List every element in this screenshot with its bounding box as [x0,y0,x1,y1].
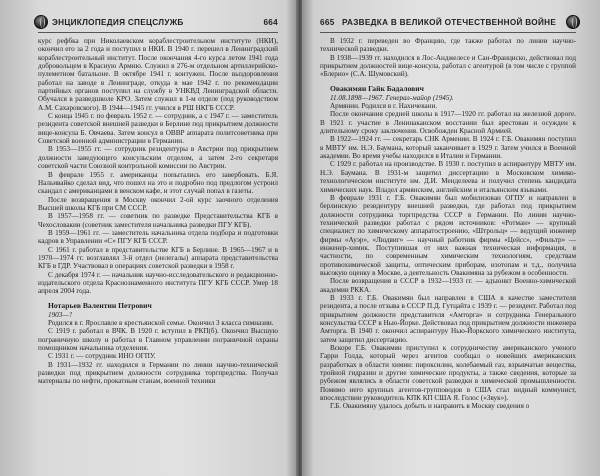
globe-icon [34,15,48,29]
paragraph: В феврале 1931 г. Г.Б. Овакимян был мобилизован ОГПУ и направлен в берлинскую резидентуру внешней разведки, где работал под прикрытием должности сотрудника торгпредства СССР в Германии. По линии научно-технической разведки работал с рядом источников: «Ротман» — крупный специалист по химическому аппаратостроению, «Штрольц» — ведущий инженер фирмы «Ауэр», «Людвиг» — научный работник фирмы «Цейсс», «Фильтр» — инженер-химик. Поступившая от них важная техническая информация, в частности, по современным химическим технологиям, средствам противохимической защиты, оптическим приборам, изотопам и т.д., получила высокую оценку в Москве, а деятельность Овакимяна за рубежом в особенности. [320,193,576,277]
paragraph: После окончания средней школы в 1917—1920 гг. работал на железной дороге. В 1921 г. участие в Ленинаканском восстании был арестован и осужден к длительному сроку заключения. Освобожден Красной Армией. [320,110,576,136]
paragraph: В 1932 г. переведен во Францию, где также работал по линии научно-технической разведки. [320,37,576,54]
paragraph: Вскоре Г.Б. Овакимян приступил к сотрудничеству американского ученого Гарри Голда, который через агентов сообщал о новейших американских разработках в области химии: пироксилин, колебаемый газ, взрывчатые вещества, тройной гидразин и другие химические продукты, а также сведения, которые за рубежом являлись в области советской разведки в химической промышленности. Помимо него крупных агентов-групповодов в США стал видный коммунист, впоследствии руководитель КПК КП США Я. Голос («Звук»). [320,344,576,403]
paragraph: С 1961 г. работал в представительстве КГБ в Берлине. В 1965—1967 и в 1970—1974 гг. возглавлял 3-й отдел (нелегалы) аппарата представительства КГБ в ГДР. Участвовал в операциях советской разведки в 1958 г. [38,245,278,271]
paragraph: В 1931—1932 гг. находился в Германии по линии научно-технической разведки под прикрытием должности сотрудника торгпредства. Получал материалы по нефти, прокатным станам, военной техники [38,360,278,386]
paragraph: В феврале 1955 г. американцы попытались его завербовать. Б.Я. Нальивайко сделал вид, что пошел на это и подробно под предлогом устроил скандал с американцами в венском кафе, и этот случай попал в газеты. [38,170,278,196]
paragraph: В 1953—1955 гг. — сотрудник резидентуры в Австрии под прикрытием должности заведующего консульским отделом, а затем 2-го секретаря советской части Союзной контрольной комиссии по Австрии. [38,145,278,171]
paragraph: С 1931 г. — сотрудник ИНО ОГПУ. [48,352,156,361]
paragraph: Армянин. Родился в г. Нахичевани. [330,102,438,111]
paragraph: После возвращения в СССР в 1932—1933 гг. — адъюнкт Военно-химической академии РККА. [320,277,576,294]
left-running-head [38,16,278,33]
paragraph: курс рефбка при Николаевском кораблестроительном институте (НКИ), окончил его за 2 года и поступил в НКИ. В 1940 г. перешел в Ленинградский кораблестроительный институт. После окончания 4-го курса летом 1941 года добровольцем в Красную Армию. Служил в 276-м отдельном артиллерийско-пулеметном батальоне. В октябре 1941 г. контужен. После выздоровления работал на заводе в Ленинграде, откуда в мае 1942 г. по рекомендации партийных органов поступил на службу в УНКВД Ленинградской области. Обучался в разведшколе КРО. Затем служил в 1-м отделе (под руководством А.М. Сахаровского). В 1944—1945 гг. учился в РШ НКГБ СССР. [38,37,278,112]
entry-dates: 11.08.1898—1967. Генерал-майор (1945). [330,93,454,102]
paragraph: С 1919 г. работал в ВЧК. В 1920 г. вступил в РКП(б). Окончил Высшую пограничную школу и работал в Главном управлении пограничной охраны помощником начальника отделения. [38,327,278,353]
paragraph: В 1938—1939 гг. находился в Лос-Анджелесе и Сан-Франциско, действовал под прикрытием должностей вице-консула, работал с агентурой (в том числе с группой «Блерио» (С.А. Шумовский). [320,53,576,79]
left-page-number: 664 [263,18,278,27]
paragraph: Родился в г. Ярославле в крестьянской семье. Окончил 3 класса гимназии. [48,319,274,327]
left-running-title: ЭНЦИКЛОПЕДИЯ СПЕЦСЛУЖБ [52,18,184,27]
paragraph: В 1959—1961 гг. — заместитель начальника отдела подбора и подготовки кадров в Управлении «С» ПГУ КГБ СССР. [38,228,278,246]
right-running-title: РАЗВЕДКА В ВЕЛИКОЙ ОТЕЧЕСТВЕННОЙ ВОЙНЕ [342,18,557,27]
paragraph: С 1929 г. работал на производстве. В 1930 г. поступил в аспирантуру МВТУ им. Н.Э. Баумана. В 1931-м защитил диссертацию в Московском химико-технологическом институте им. Д.И. Менделеева и получил степень кандидата химических наук. Владел армянским, английским и итальянским языками. [320,160,576,194]
paragraph: В 1957—1958 гг. — советник по разведке Представительства КГБ в Чехословакии (советник заместителя начальника разведки ПГУ КГБ). [38,212,278,229]
right-running-head [320,16,576,33]
entry-dates: 1903—? [48,310,73,319]
paragraph: С конца 1945 г. по февраль 1952 г. — сотрудник, а с 1947 г. — заместитель резидента советской внешней разведки в Берлине под прикрытием должности вице-консула Б. Овчаева. Затем консул в ОВВР аппарата политсоветника при Советской военной администрации в Германии. [38,112,278,146]
entry-heading: Нотарьев Валентин Петрович [48,300,152,310]
entry-heading: Овакимян Гайк Бадалович [330,83,424,93]
paragraph: Г.Б. Овакимяну удалось добыть и направить в Москву сведения о [330,402,530,411]
right-page [302,0,600,476]
paragraph: В 1922—1924 гг. — секретарь СНК Армении. В 1924 г. Г.Б. Овакимян поступил в МВТУ им. Н.Э. Баумана, который заканчивает в 1929 г. Затем учился в Военной академии. Во время учебы находился в Италии и Германии. [320,135,576,161]
right-page-number: 665 [320,18,335,27]
paragraph: После возвращения в Москву окончил 2-ой курс заочного отделения Высшей школы КГБ при СМ СССР. [38,195,278,212]
paragraph: С декабря 1974 г. — начальник научно-исследовательского и редакционно-издательского отдела Краснознаменного института ПГУ КГБ СССР. Умер 18 апреля 2004 года. [38,270,278,296]
globe-icon [566,15,580,29]
paragraph: В 1933 г. Г.Б. Овакимян был направлен в США в качестве заместителя резидента, а после отзыва в СССР П.Д. Гутцайта с 1939 г. — резидент. Работал под прикрытием должности представителя «Амторга» и сотрудника Генерального консульства СССР в Нью-Йорке. Действовал под прикрытием должности инженера Амторга. В 1940 г. окончил аспирантуру Нью-Йоркского химического института, затем защитил диссертацию. [320,293,576,344]
left-page [0,0,298,476]
left-text-column [38,37,278,386]
right-text-column [320,37,576,411]
